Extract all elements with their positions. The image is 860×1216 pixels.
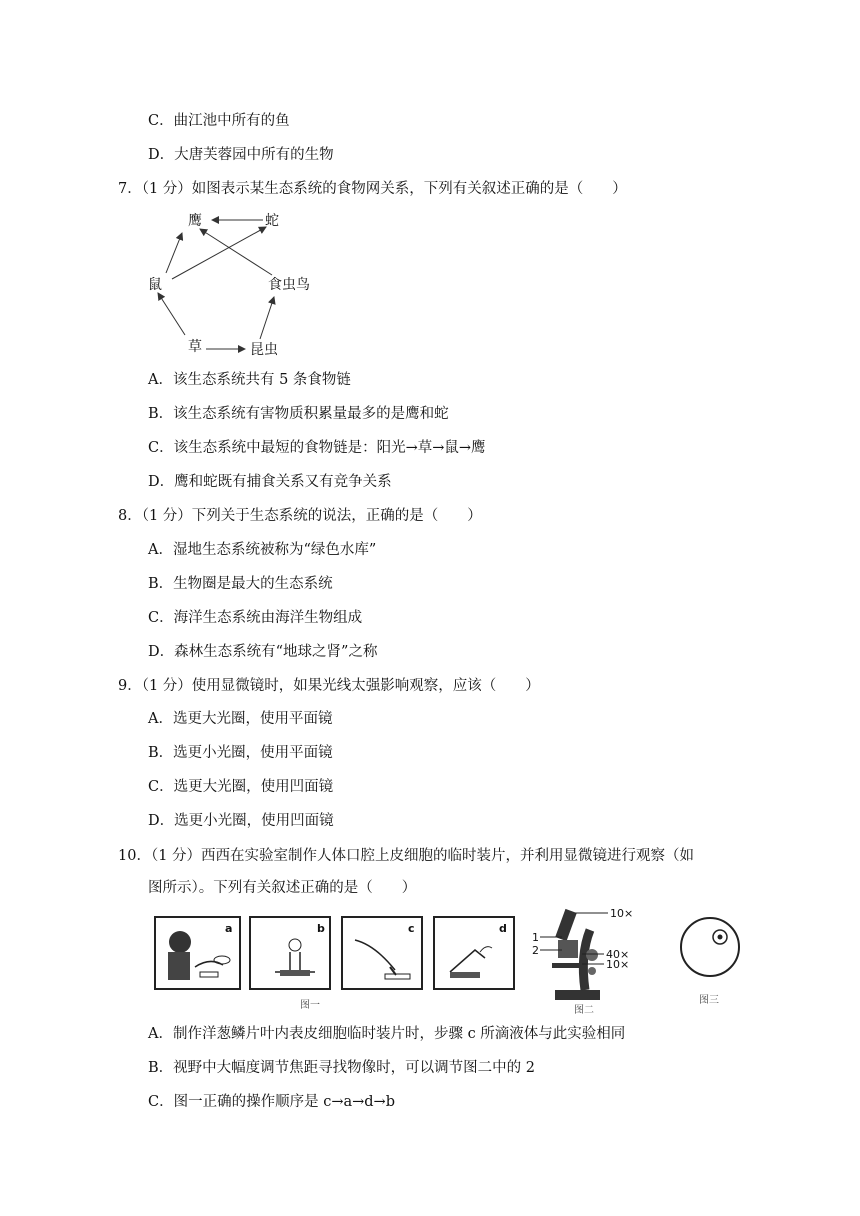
figure-three-field-of-view — [675, 915, 755, 1010]
node-snake: 蛇 — [265, 213, 279, 229]
node-eagle: 鹰 — [188, 213, 202, 229]
panel-b-label: b — [317, 922, 325, 935]
objective-10x: 10× — [606, 958, 630, 971]
microscope-label-1: 1 — [532, 931, 539, 944]
microscope-label-2: 2 — [532, 944, 539, 957]
figure-two-caption: 图二 — [574, 1005, 594, 1016]
node-mouse: 鼠 — [148, 277, 162, 293]
option-10c: C．图一正确的操作顺序是 c→a→d→b — [148, 1094, 395, 1110]
option-10a: A．制作洋葱鳞片叶内表皮细胞临时装片时，步骤 c 所滴液体与此实验相同 — [148, 1026, 626, 1042]
panel-d-label: d — [499, 922, 507, 935]
option-6c: C．曲江池中所有的鱼 — [148, 113, 290, 129]
option-10b: B．视野中大幅度调节焦距寻找物像时，可以调节图二中的 2 — [148, 1060, 535, 1076]
figure-one-caption: 图一 — [300, 1000, 320, 1011]
option-7a: A．该生态系统共有 5 条食物链 — [148, 372, 351, 388]
node-grass: 草 — [188, 339, 202, 355]
option-8d: D．森林生态系统有“地球之肾”之称 — [148, 644, 378, 660]
option-8c: C．海洋生态系统由海洋生物组成 — [148, 610, 363, 626]
figure-three-caption: 图三 — [699, 995, 719, 1006]
food-web-diagram — [140, 205, 330, 360]
option-7d: D．鹰和蛇既有捕食关系又有竞争关系 — [148, 474, 392, 490]
panel-c-label: c — [408, 922, 415, 935]
option-9c: C．选更大光圈，使用凹面镜 — [148, 779, 334, 795]
step-panel-a — [155, 917, 240, 989]
step-panel-b — [250, 917, 330, 989]
node-bird: 食虫鸟 — [268, 277, 310, 293]
option-8a: A．湿地生态系统被称为“绿色水库” — [148, 542, 377, 558]
node-insect: 昆虫 — [250, 342, 278, 358]
option-8b: B．生物圈是最大的生态系统 — [148, 576, 333, 592]
question-8: 8．（1 分）下列关于生态系统的说法，正确的是（ ） — [118, 508, 482, 524]
option-9a: A．选更大光圈，使用平面镜 — [148, 711, 333, 727]
question-10-line2: 图所示）。下列有关叙述正确的是（ ） — [148, 880, 417, 896]
question-10-line1: 10．（1 分）西西在实验室制作人体口腔上皮细胞的临时装片，并利用显微镜进行观察（如 — [118, 848, 695, 864]
objective-40x: 40× — [606, 948, 630, 961]
figure-two-microscope — [530, 905, 675, 1020]
option-7c: C．该生态系统中最短的食物链是：阳光→草→鼠→鹰 — [148, 440, 486, 456]
option-6d: D．大唐芙蓉园中所有的生物 — [148, 147, 334, 163]
question-7: 7．（1 分）如图表示某生态系统的食物网关系，下列有关叙述正确的是（ ） — [118, 181, 627, 197]
eyepiece-mag: 10× — [610, 907, 634, 920]
option-7b: B．该生态系统有害物质积累量最多的是鹰和蛇 — [148, 406, 449, 422]
option-9b: B．选更小光圈，使用平面镜 — [148, 745, 333, 761]
option-9d: D．选更小光圈，使用凹面镜 — [148, 813, 334, 829]
panel-a-label: a — [225, 922, 233, 935]
step-panel-d — [434, 917, 514, 989]
step-panel-c — [342, 917, 422, 989]
question-9: 9．（1 分）使用显微镜时，如果光线太强影响观察，应该（ ） — [118, 678, 540, 694]
figure-one — [150, 912, 525, 1012]
